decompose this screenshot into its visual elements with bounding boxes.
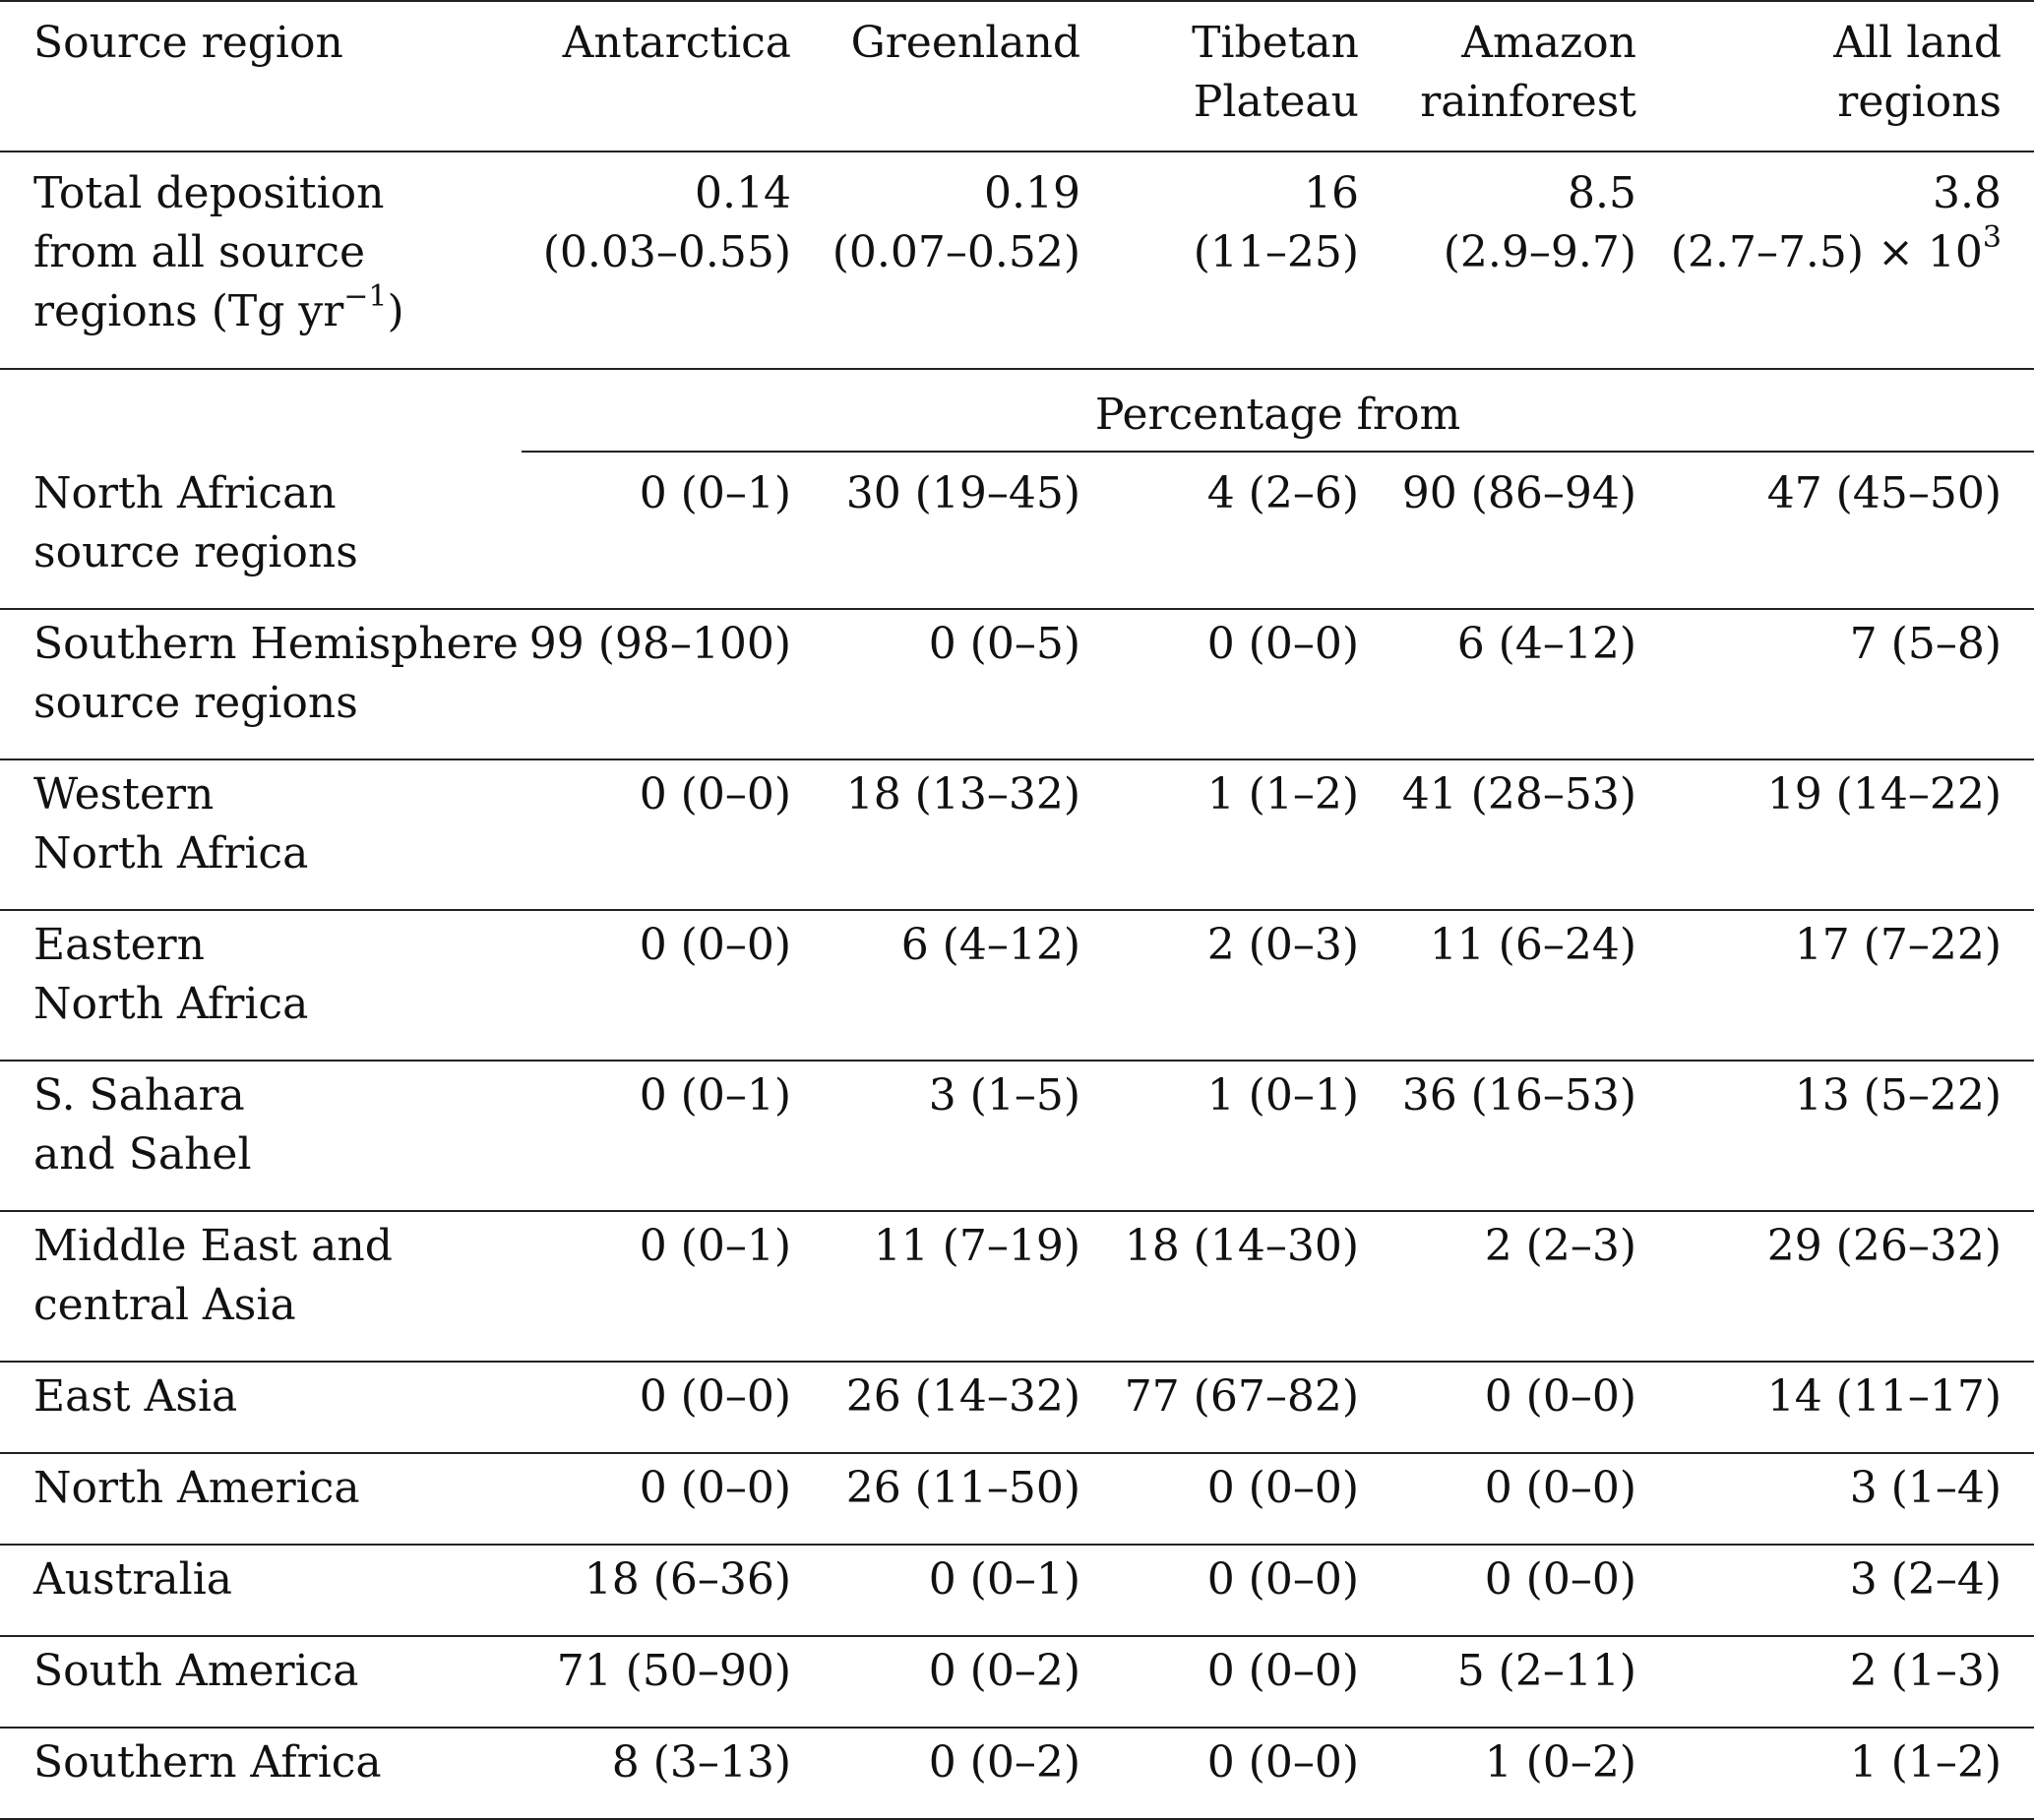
row-label: South America	[33, 1646, 359, 1696]
table-cell: 41 (28–53)	[1401, 769, 1636, 819]
table-cell: 29 (26–32)	[1766, 1221, 2002, 1271]
table-cell: 2 (0–3)	[1206, 920, 1359, 970]
table-cell: 90 (86–94)	[1401, 468, 1636, 518]
table-cell: 1 (0–1)	[1206, 1070, 1359, 1121]
table-cell: 11 (7–19)	[873, 1221, 1080, 1271]
table-cell: 18 (14–30)	[1124, 1221, 1359, 1271]
table-cell: 1 (1–2)	[1849, 1737, 2002, 1788]
total-all-land-regions: 3.8 $(2.7-7.5) \times 10^3$	[1670, 168, 2002, 277]
table-cell: 19 (14–22)	[1766, 769, 2002, 819]
top-rule	[0, 0, 2034, 2]
table-cell: 6 (4–12)	[900, 920, 1080, 970]
row-rule	[0, 1452, 2034, 1454]
table-cell: 8 (3–13)	[611, 1737, 791, 1788]
header-rule	[0, 151, 2034, 152]
table-cell: 6 (4–12)	[1456, 619, 1636, 669]
row-label: North African source regions	[33, 468, 358, 577]
table-cell: 0 (0–0)	[1206, 1554, 1359, 1605]
header-antarctica: Antarctica	[562, 18, 791, 68]
row-label: Eastern North Africa	[33, 920, 309, 1029]
row-label: North America	[33, 1463, 360, 1513]
table-cell: 18 (13–32)	[845, 769, 1080, 819]
row-rule	[0, 1210, 2034, 1212]
row-rule	[0, 1544, 2034, 1546]
total-deposition-label: Total deposition from all source regions (Tg $yr^{-1}$)	[33, 168, 404, 336]
table-cell: 13 (5–22)	[1794, 1070, 2002, 1121]
table-cell: 3 (2–4)	[1849, 1554, 2002, 1605]
table-cell: 0 (0–0)	[1484, 1554, 1636, 1605]
total-tibetan-plateau: 16 (11–25)	[1193, 168, 1359, 277]
table-cell: 0 (0–0)	[639, 920, 791, 970]
row-label: Southern Africa	[33, 1737, 382, 1788]
row-rule	[0, 1635, 2034, 1637]
row-label: East Asia	[33, 1371, 238, 1422]
table-cell: 14 (11–17)	[1766, 1371, 2002, 1422]
table-cell: 0 (0–2)	[928, 1646, 1080, 1696]
table-cell: 18 (6–36)	[584, 1554, 791, 1605]
table-cell: 11 (6–24)	[1429, 920, 1636, 970]
table-cell: 71 (50–90)	[556, 1646, 791, 1696]
table-cell: 0 (0–5)	[928, 619, 1080, 669]
row-rule	[0, 758, 2034, 760]
table-cell: 0 (0–1)	[639, 1221, 791, 1271]
total-greenland: 0.19 (0.07–0.52)	[832, 168, 1080, 277]
row-label: Southern Hemisphere source regions	[33, 619, 519, 728]
table-cell: 26 (14–32)	[845, 1371, 1080, 1422]
table-cell: 0 (0–0)	[1206, 619, 1359, 669]
row-rule	[0, 1361, 2034, 1363]
table-cell: 7 (5–8)	[1849, 619, 2002, 669]
table-cell: 0 (0–0)	[1206, 1463, 1359, 1513]
header-amazon-rainforest: Amazon rainforest	[1420, 18, 1636, 127]
table-cell: 36 (16–53)	[1401, 1070, 1636, 1121]
table-cell: 0 (0–2)	[928, 1737, 1080, 1788]
row-rule	[0, 1060, 2034, 1062]
row-rule	[0, 1727, 2034, 1729]
table-cell: 3 (1–5)	[928, 1070, 1080, 1121]
table-cell: 2 (2–3)	[1484, 1221, 1636, 1271]
table-cell: 5 (2–11)	[1456, 1646, 1636, 1696]
header-greenland: Greenland	[850, 18, 1080, 68]
row-label: Western North Africa	[33, 769, 309, 879]
table-cell: 1 (0–2)	[1484, 1737, 1636, 1788]
header-all-land-regions: All land regions	[1833, 18, 2002, 127]
table-cell: 0 (0–1)	[928, 1554, 1080, 1605]
table-cell: 2 (1–3)	[1849, 1646, 2002, 1696]
table-cell: 77 (67–82)	[1124, 1371, 1359, 1422]
table-cell: 0 (0–1)	[639, 1070, 791, 1121]
row-label: Middle East and central Asia	[33, 1221, 393, 1330]
table-cell: 0 (0–0)	[1484, 1463, 1636, 1513]
table-cell: 26 (11–50)	[845, 1463, 1080, 1513]
table-cell: 99 (98–100)	[528, 619, 791, 669]
table-cell: 0 (0–0)	[1206, 1646, 1359, 1696]
table-cell: 3 (1–4)	[1849, 1463, 2002, 1513]
table-cell: 0 (0–1)	[639, 468, 791, 518]
table-cell: 47 (45–50)	[1766, 468, 2002, 518]
percentage-from-rule	[522, 451, 2034, 453]
table-cell: 30 (19–45)	[845, 468, 1080, 518]
header-tibetan-plateau: Tibetan Plateau	[1192, 18, 1359, 127]
table-cell: 1 (1–2)	[1206, 769, 1359, 819]
table-cell: 17 (7–22)	[1794, 920, 2002, 970]
total-antarctica: 0.14 (0.03–0.55)	[542, 168, 791, 277]
row-label: Australia	[33, 1554, 233, 1605]
table-cell: 0 (0–0)	[639, 1463, 791, 1513]
header-source-region: Source region	[33, 18, 343, 68]
row-rule	[0, 608, 2034, 610]
percentage-from-label: Percentage from	[1094, 390, 1461, 440]
total-rule	[0, 368, 2034, 370]
table-cell: 0 (0–0)	[1206, 1737, 1359, 1788]
row-rule	[0, 909, 2034, 911]
row-label: S. Sahara and Sahel	[33, 1070, 252, 1180]
table-cell: 0 (0–0)	[1484, 1371, 1636, 1422]
table-cell: 0 (0–0)	[639, 1371, 791, 1422]
total-amazon-rainforest: 8.5 (2.9–9.7)	[1443, 168, 1636, 277]
table-cell: 0 (0–0)	[639, 769, 791, 819]
table-cell: 4 (2–6)	[1206, 468, 1359, 518]
